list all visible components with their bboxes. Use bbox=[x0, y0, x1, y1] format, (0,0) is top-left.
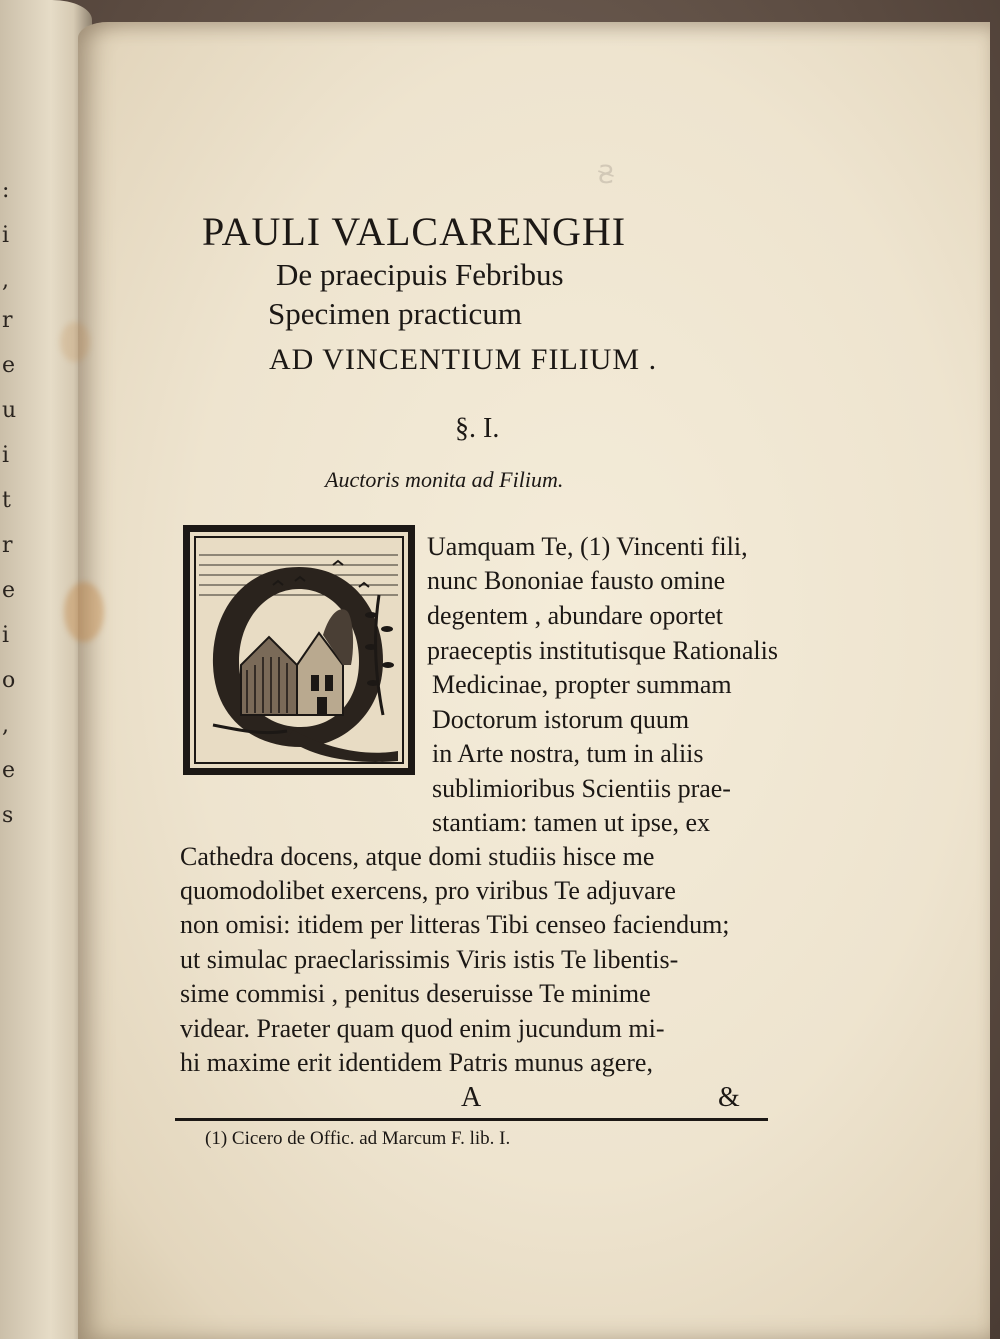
body-line: non omisi: itidem per litteras Tibi censeo faciendum; bbox=[180, 910, 730, 939]
section-heading: Auctoris monita ad Filium. bbox=[325, 467, 564, 492]
facing-page-fragment: : bbox=[2, 178, 10, 203]
woodcut-illustration bbox=[183, 525, 415, 775]
facing-page-fragment: e bbox=[2, 578, 16, 603]
church-window bbox=[311, 675, 319, 691]
facing-page-fragment: i bbox=[2, 623, 10, 648]
facing-page-fragment: t bbox=[2, 488, 11, 513]
church-door bbox=[317, 697, 327, 715]
church-window bbox=[325, 675, 333, 691]
facing-page-fragment: e bbox=[2, 758, 16, 783]
facing-page-fragment: r bbox=[2, 308, 13, 333]
body-line: Doctorum istorum quum bbox=[432, 705, 690, 734]
subtitle-line-2: Specimen practicum bbox=[268, 296, 522, 331]
facing-page-fragment: r bbox=[2, 533, 13, 558]
facing-page-fragment: , bbox=[2, 713, 9, 738]
body-line: ut simulac praeclarissimis Viris istis Te libentis- bbox=[180, 945, 679, 974]
footnote-rule bbox=[175, 1118, 768, 1121]
water-stain bbox=[64, 582, 104, 642]
body-line: nunc Bononiae fausto omine bbox=[427, 566, 726, 595]
body-line: Cathedra docens, atque domi studiis hisce me bbox=[180, 842, 655, 871]
body-line: hi maxime erit identidem Patris munus agere, bbox=[180, 1048, 653, 1077]
facing-page-fragment: i bbox=[2, 223, 10, 248]
signature-mark: A bbox=[461, 1082, 482, 1113]
body-line: sime commisi , penitus deseruisse Te minime bbox=[180, 979, 651, 1008]
body-line: videar. Praeter quam quod enim jucundum mi- bbox=[180, 1014, 665, 1043]
facing-page-fragment: s bbox=[2, 803, 14, 828]
body-line: Uamquam Te, (1) Vincenti fili, bbox=[427, 532, 748, 561]
body-line: quomodolibet exercens, pro viribus Te adjuvare bbox=[180, 876, 676, 905]
body-line: praeceptis institutisque Rationalis bbox=[427, 636, 778, 665]
water-stain bbox=[60, 322, 90, 362]
footnote: (1) Cicero de Offic. ad Marcum F. lib. I. bbox=[205, 1128, 511, 1149]
facing-page-fragment: o bbox=[2, 668, 16, 693]
facing-page-fragment: , bbox=[2, 268, 9, 293]
page-title: PAULI VALCARENGHI bbox=[202, 209, 627, 254]
addressee-heading: AD VINCENTIUM FILIUM . bbox=[269, 343, 658, 376]
body-line: degentem , abundare oportet bbox=[427, 601, 723, 630]
decorated-initial-woodcut bbox=[183, 525, 415, 775]
facing-page-fragment: i bbox=[2, 443, 10, 468]
section-mark: §. I. bbox=[455, 413, 500, 444]
body-line: in Arte nostra, tum in aliis bbox=[432, 739, 704, 768]
catchword: & bbox=[718, 1082, 740, 1113]
body-line: Medicinae, propter summam bbox=[432, 670, 732, 699]
bleed-through-text: Ꞩ bbox=[598, 160, 614, 189]
body-line: sublimioribus Scientiis prae- bbox=[432, 774, 731, 803]
body-line: stantiam: tamen ut ipse, ex bbox=[432, 808, 710, 837]
facing-page-fragment: e bbox=[2, 353, 16, 378]
subtitle-line-1: De praecipuis Febribus bbox=[276, 257, 564, 292]
facing-page-fragment: u bbox=[2, 398, 17, 423]
